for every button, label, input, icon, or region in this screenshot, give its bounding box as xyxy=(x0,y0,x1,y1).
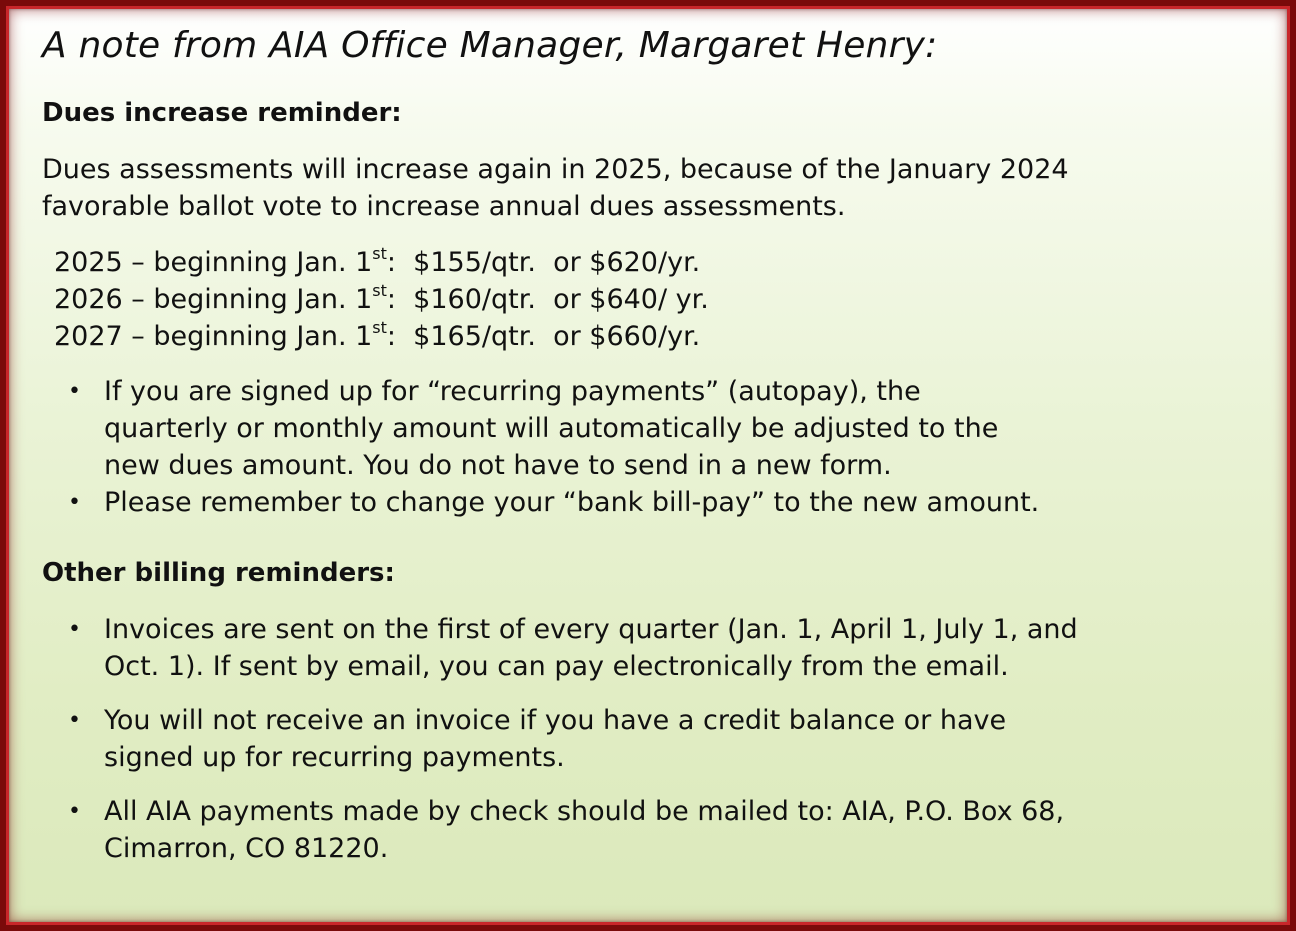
list-item xyxy=(42,793,1257,867)
rate-label: 2025 – beginning Jan. 1 xyxy=(54,247,373,278)
rate-row-2027 xyxy=(54,318,1257,355)
dues-intro-line: favorable ballot vote to increase annual dues assessments. xyxy=(42,191,846,222)
bullet-line: quarterly or monthly amount will automatically be adjusted to the xyxy=(104,413,999,444)
bullet-line: You will not receive an invoice if you have a credit balance or have xyxy=(104,705,1007,736)
notice-title: A note from AIA Office Manager, Margaret Henry: xyxy=(42,25,938,66)
bullet-line: All AIA payments made by check should be mailed to: AIA, P.O. Box 68, xyxy=(104,796,1065,827)
bullet-icon: • xyxy=(68,708,81,733)
rate-row-2025 xyxy=(54,244,1257,281)
dues-heading: Dues increase reminder: xyxy=(42,98,402,128)
list-item xyxy=(42,702,1257,776)
list-item xyxy=(42,484,1257,521)
rate-ordinal: st xyxy=(372,281,387,300)
rate-amount: : $160/qtr. or $640/ yr. xyxy=(386,284,709,315)
dues-rate-list xyxy=(54,244,1257,355)
rate-row-2026 xyxy=(54,281,1257,318)
bullet-line: signed up for recurring payments. xyxy=(104,742,565,773)
bullet-icon: • xyxy=(68,379,81,404)
section-spacer xyxy=(42,521,1257,557)
rate-amount: : $155/qtr. or $620/yr. xyxy=(386,247,701,278)
bullet-line: Oct. 1). If sent by email, you can pay electronically from the email. xyxy=(104,651,1009,682)
bullet-line: new dues amount. You do not have to send in a new form. xyxy=(104,450,892,481)
bullet-line: Invoices are sent on the first of every quarter (Jan. 1, April 1, July 1, and xyxy=(104,614,1078,645)
bullet-line: If you are signed up for “recurring payments” (autopay), the xyxy=(104,376,921,407)
bullet-line: Please remember to change your “bank bill-pay” to the new amount. xyxy=(104,487,1040,518)
bullet-icon: • xyxy=(68,617,81,642)
list-item xyxy=(42,373,1257,484)
rate-label: 2027 – beginning Jan. 1 xyxy=(54,321,373,352)
bullet-line: Cimarron, CO 81220. xyxy=(104,833,389,864)
dues-intro xyxy=(42,151,1257,225)
billing-heading: Other billing reminders: xyxy=(42,558,395,588)
dues-intro-line: Dues assessments will increase again in 2025, because of the January 2024 xyxy=(42,154,1069,185)
rate-ordinal: st xyxy=(372,244,387,263)
rate-label: 2026 – beginning Jan. 1 xyxy=(54,284,373,315)
bullet-icon: • xyxy=(68,799,81,824)
dues-bullet-list xyxy=(42,373,1257,521)
bullet-icon: • xyxy=(68,490,81,515)
list-item xyxy=(42,611,1257,685)
rate-amount: : $165/qtr. or $660/yr. xyxy=(386,321,701,352)
notice-panel xyxy=(6,6,1290,925)
billing-bullet-list xyxy=(42,611,1257,867)
rate-ordinal: st xyxy=(372,318,387,337)
